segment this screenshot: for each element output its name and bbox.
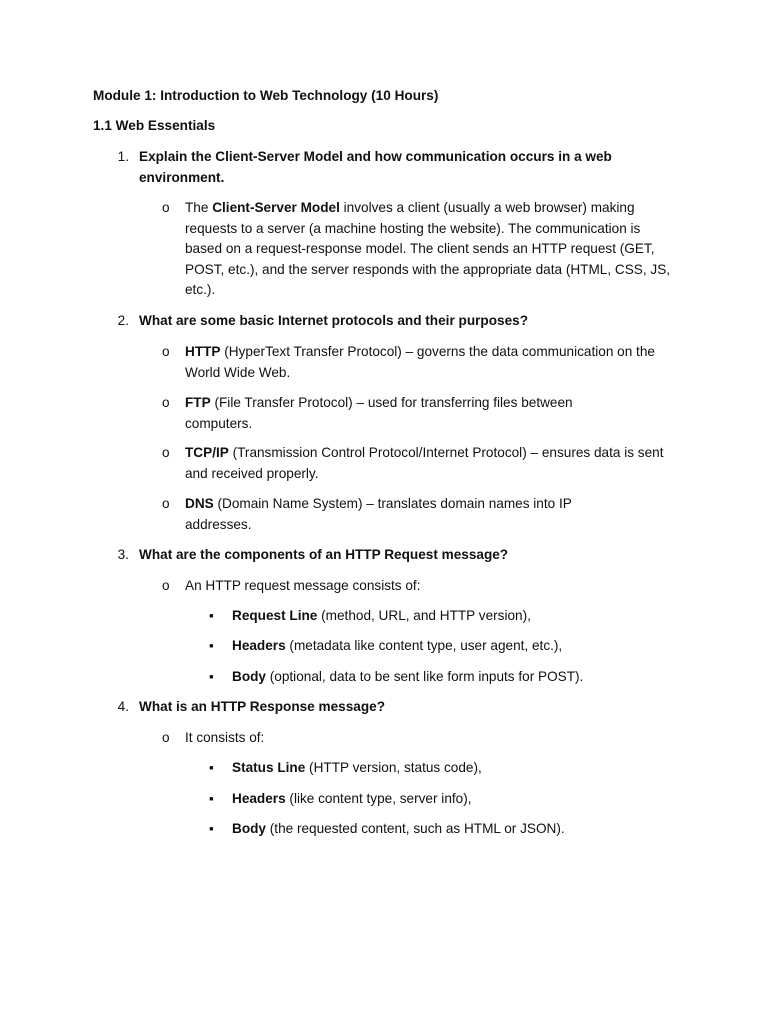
bullet-marker: o — [162, 730, 170, 745]
component-item: Request Line (method, URL, and HTTP version), — [232, 608, 531, 623]
square-bullet-marker: ▪ — [209, 669, 214, 684]
bullet-marker: o — [162, 200, 170, 215]
protocol-item: TCP/IP (Transmission Control Protocol/Internet Protocol) – ensures data is sent and received properly. — [185, 445, 664, 481]
bullet-marker: o — [162, 445, 170, 460]
protocol-item: DNS (Domain Name System) – translates domain names into IP addresses. — [185, 496, 572, 532]
answer-intro: It consists of: — [185, 730, 265, 745]
protocol-item: FTP (File Transfer Protocol) – used for transferring files between computers. — [185, 395, 573, 431]
module-title: Module 1: Introduction to Web Technology (10 Hours) — [93, 88, 439, 103]
question-number: 4. — [117, 699, 129, 714]
component-item: Headers (metadata like content type, user agent, etc.), — [232, 638, 563, 653]
square-bullet-marker: ▪ — [209, 760, 214, 775]
question-number: 3. — [117, 547, 129, 562]
question-number: 1. — [117, 149, 129, 164]
question-text: What are some basic Internet protocols and their purposes? — [139, 313, 529, 328]
component-item: Body (optional, data to be sent like form inputs for POST). — [232, 669, 584, 684]
bullet-marker: o — [162, 496, 170, 511]
component-item: Headers (like content type, server info), — [232, 791, 472, 806]
answer-intro: An HTTP request message consists of: — [185, 578, 421, 593]
component-item: Status Line (HTTP version, status code), — [232, 760, 482, 775]
component-item: Body (the requested content, such as HTML or JSON). — [232, 821, 565, 836]
square-bullet-marker: ▪ — [209, 638, 214, 653]
square-bullet-marker: ▪ — [209, 821, 214, 836]
bullet-marker: o — [162, 344, 170, 359]
question-text: What is an HTTP Response message? — [139, 699, 386, 714]
square-bullet-marker: ▪ — [209, 791, 214, 806]
question-text: Explain the Client-Server Model and how communication occurs in a web environment. — [139, 149, 612, 185]
question-number: 2. — [117, 313, 129, 328]
question-text: What are the components of an HTTP Request message? — [139, 547, 509, 562]
protocol-item: HTTP (HyperText Transfer Protocol) – governs the data communication on the World Wide Web. — [185, 344, 655, 380]
answer-paragraph: The Client-Server Model involves a client (usually a web browser) making requests to a server (a machine hosting the website). The communication is based on a request-response model. The client sends an HTTP request (GET, POST, etc.), and the server responds with the appropriate data (HTML, CSS, JS, etc.). — [185, 200, 671, 298]
section-title: 1.1 Web Essentials — [93, 118, 216, 133]
square-bullet-marker: ▪ — [209, 608, 214, 623]
bullet-marker: o — [162, 395, 170, 410]
bullet-marker: o — [162, 578, 170, 593]
